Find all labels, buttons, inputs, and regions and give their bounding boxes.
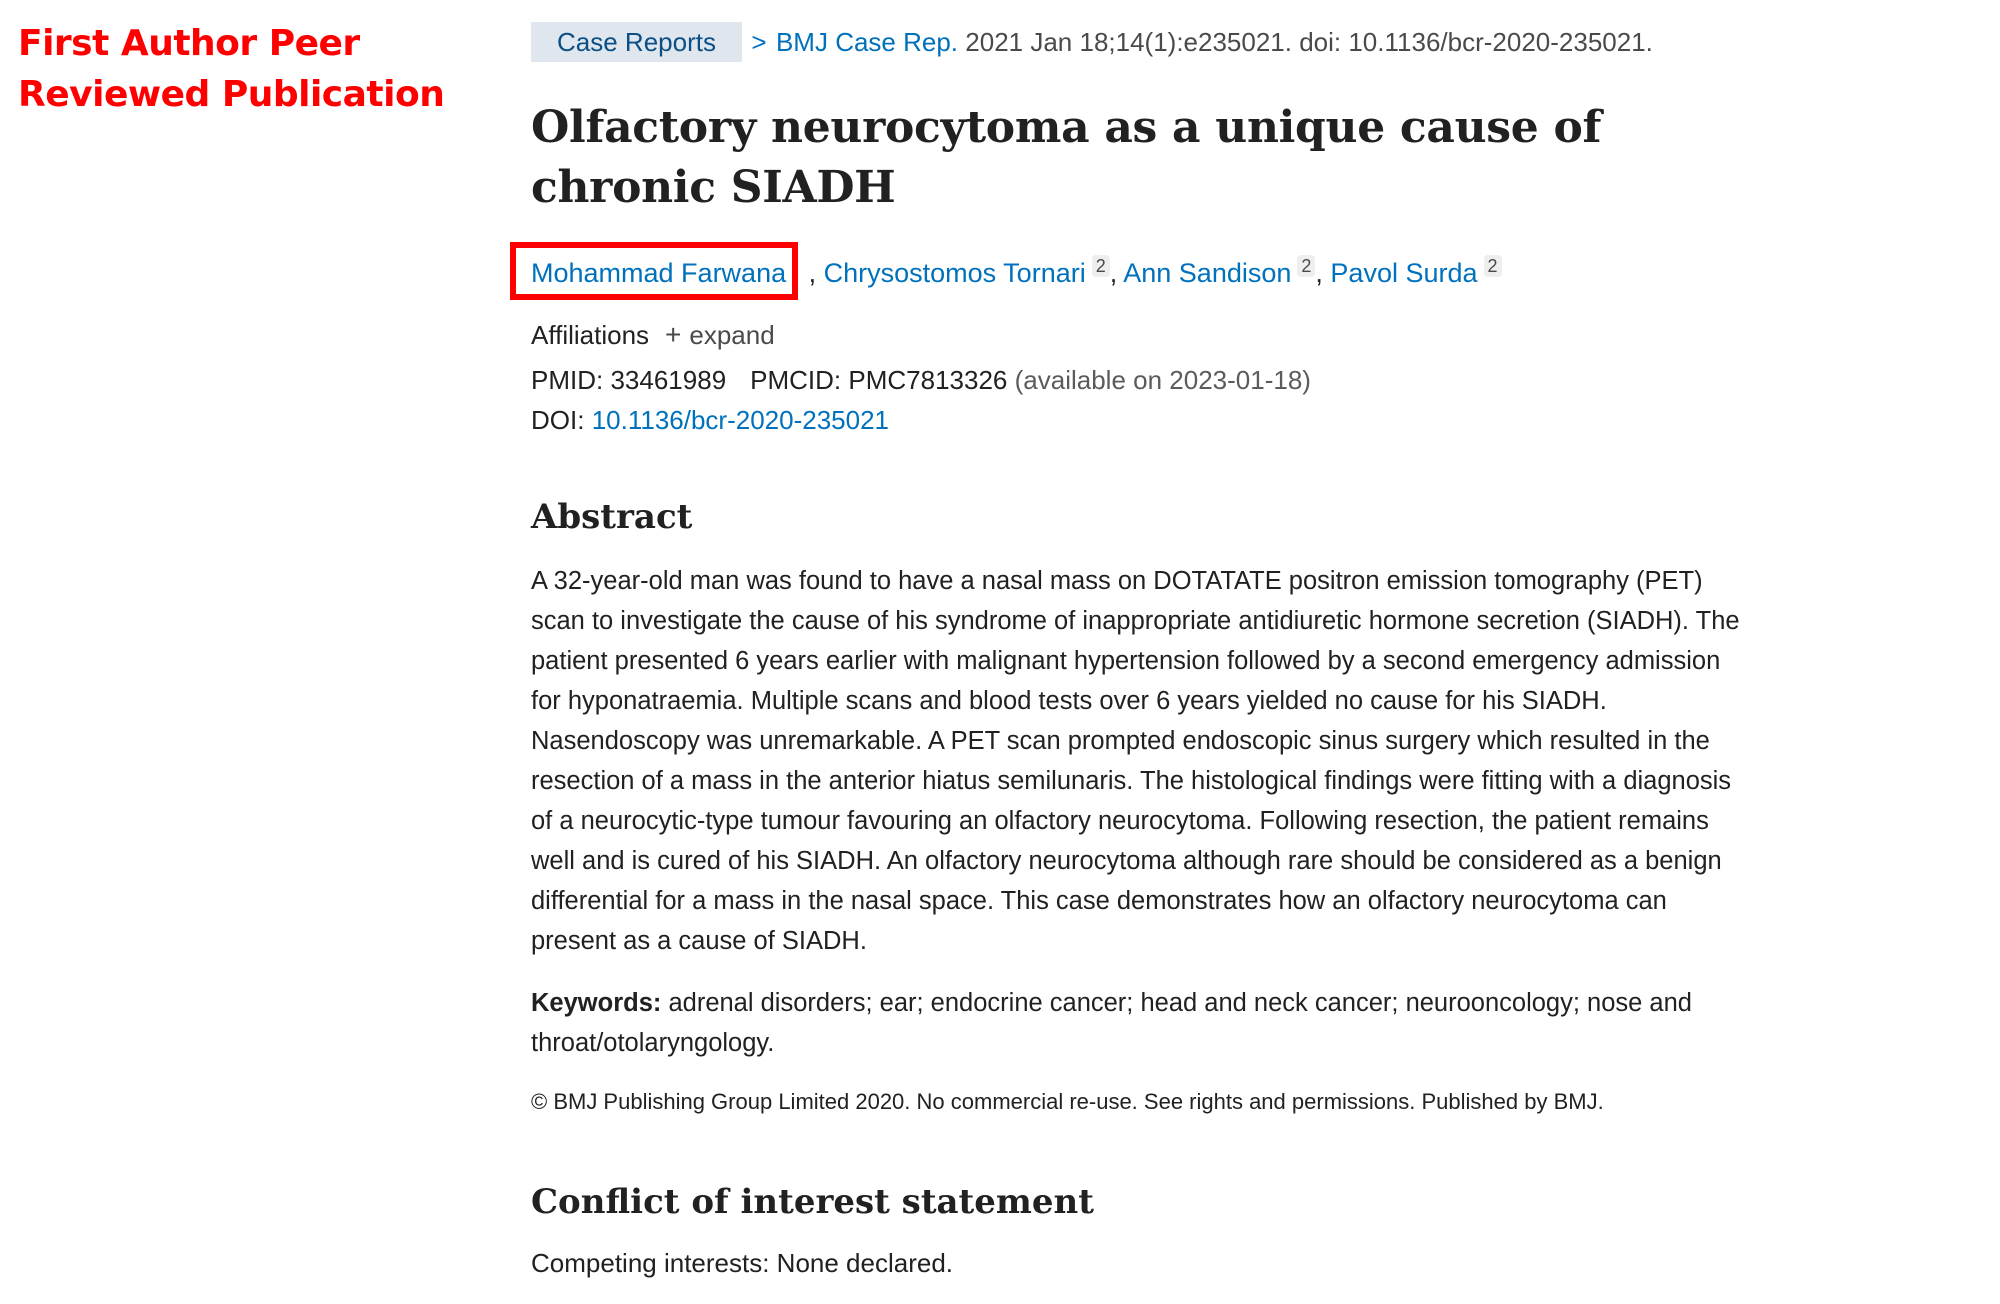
affiliations-toggle[interactable] [531, 317, 775, 353]
affiliations-label: Affiliations [531, 320, 650, 350]
author-separator: , [1315, 258, 1331, 288]
abstract-text: A 32-year-old man was found to have a nasal mass on DOTATATE positron emission tomography (PET) scan to investigate the cause of his syndrome of inappropriate antidiuretic hormone secretion (SIADH). The patient presented 6 years earlier with malignant hypertension followed by a second emergency admission for hyponatraemia. Multiple scans and blood tests over 6 years yielded no cause for his SIADH. Nasendoscopy was unremarkable. A PET scan prompted endoscopic sinus surgery which resulted in the resection of a mass in the anterior hiatus semilunaris. The histological findings were fitting with a diagnosis of a neurocytic-type tumour favouring an olfactory neurocytoma. Following resection, the patient remains well and is cured of his SIADH. An olfactory neurocytoma although rare should be considered as a benign differential for a mass in the nasal space. This case demonstrates how an olfactory neurocytoma can present as a cause of SIADH. [531, 567, 1740, 955]
author-link-first[interactable]: Mohammad Farwana [531, 258, 787, 288]
conflict-statement: Competing interests: None declared. [531, 1248, 954, 1278]
article-identifiers [531, 362, 1311, 398]
author-link[interactable]: Pavol Surda [1330, 258, 1478, 288]
affiliation-superscript[interactable]: 2 [1484, 255, 1502, 277]
pmid-value: 33461989 [610, 365, 727, 395]
pmcid-value: PMC7813326 [848, 365, 1008, 395]
doi-line [531, 402, 889, 438]
article-type-badge[interactable]: Case Reports [531, 22, 742, 62]
plus-icon: + [665, 319, 682, 350]
annotation-line-2: Reviewed Publication [18, 74, 445, 115]
annotation-line-1: First Author Peer [18, 23, 360, 64]
journal-link[interactable]: BMJ Case Rep. [775, 27, 959, 57]
keywords-label: Keywords: [531, 989, 662, 1017]
conflict-heading: Conflict of interest statement [531, 1182, 1094, 1222]
article-title: Olfactory neurocytoma as a unique cause of chronic SIADH [531, 102, 1602, 213]
breadcrumb [531, 22, 1653, 62]
author-list [531, 255, 1502, 291]
citation-details: 2021 Jan 18;14(1):e235021. doi: 10.1136/bcr-2020-235021. [958, 27, 1653, 57]
first-author-annotation [18, 18, 478, 120]
doi-label: DOI: [531, 405, 585, 435]
expand-button[interactable]: expand [689, 320, 775, 350]
affiliation-superscript[interactable]: 2 [1297, 255, 1315, 277]
author-link[interactable]: Ann Sandison [1123, 258, 1292, 288]
abstract-heading: Abstract [531, 497, 693, 537]
keywords [531, 983, 1751, 1063]
affiliation-superscript[interactable]: 2 [1092, 255, 1110, 277]
doi-link[interactable]: 10.1136/bcr-2020-235021 [591, 405, 889, 435]
copyright-notice: © BMJ Publishing Group Limited 2020. No commercial re-use. See rights and permissions. Published by BMJ. [531, 1089, 1604, 1114]
author-separator: , [1109, 258, 1124, 288]
pmcid-availability: (available on 2023-01-18) [1014, 365, 1311, 395]
pmid-label: PMID: [531, 365, 604, 395]
pmcid-label: PMCID: [750, 365, 842, 395]
author-separator: , [786, 258, 824, 288]
author-link[interactable]: Chrysostomos Tornari [823, 258, 1086, 288]
chevron-right-icon: > [751, 27, 767, 57]
keywords-list: adrenal disorders; ear; endocrine cancer; head and neck cancer; neurooncology; nose and throat/otolaryngology. [531, 989, 1692, 1057]
